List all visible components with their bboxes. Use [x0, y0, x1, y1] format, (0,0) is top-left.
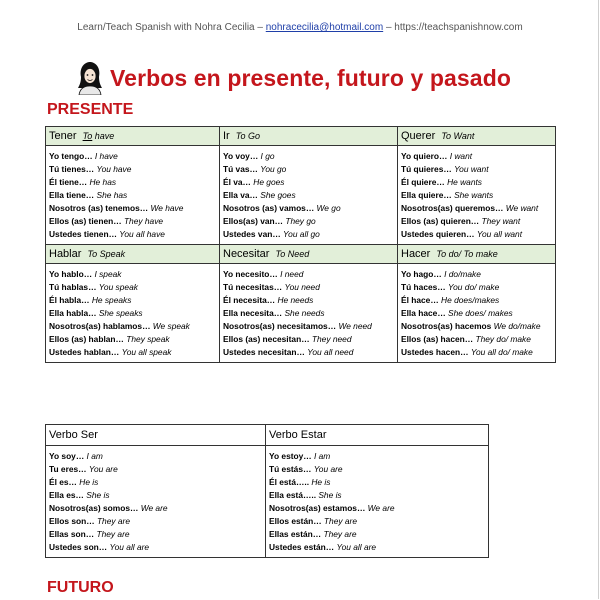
english-translation: I do/make — [444, 269, 481, 279]
ser-estar-table — [45, 424, 489, 558]
conjugation-line — [49, 163, 216, 176]
spanish-form: Yo hablo… — [49, 269, 93, 279]
conjugation-cell — [46, 446, 266, 558]
english-translation: They go — [285, 216, 316, 226]
conjugation-line — [49, 150, 216, 163]
english-translation: We speak — [152, 321, 190, 331]
english-translation: She is — [86, 490, 110, 500]
spanish-form: Ustedes hablan… — [49, 347, 120, 357]
conjugation-line — [223, 281, 394, 294]
english-translation: They need — [311, 334, 352, 344]
english-translation: We have — [150, 203, 184, 213]
english-translation: You are — [88, 464, 118, 474]
spanish-form: Ellos (as) necesitan… — [223, 334, 310, 344]
spanish-form: Tu eres… — [49, 464, 87, 474]
conjugation-line — [49, 489, 262, 502]
conjugation-line — [401, 150, 552, 163]
english-translation: She goes — [260, 190, 296, 200]
english-translation: He is — [311, 477, 331, 487]
english-translation: I speak — [94, 269, 122, 279]
verb-translation: To do/ To make — [436, 249, 498, 259]
spanish-form: Tú vas… — [223, 164, 258, 174]
spanish-form: Yo estoy… — [269, 451, 312, 461]
english-translation: He needs — [277, 295, 314, 305]
conjugation-line — [49, 346, 216, 359]
conjugation-line — [49, 502, 262, 515]
conjugation-line — [49, 515, 262, 528]
title-row — [76, 58, 511, 98]
verb-name: Querer — [401, 130, 436, 142]
conjugation-line — [49, 281, 216, 294]
english-translation: She has — [96, 190, 128, 200]
spanish-form: Tú estás… — [269, 464, 312, 474]
spanish-form: Ellas son… — [49, 529, 95, 539]
conjugation-line — [401, 202, 552, 215]
conjugation-line — [49, 176, 216, 189]
verb-header-querer — [398, 127, 556, 146]
verb-translation: To Want — [441, 131, 475, 141]
verb-name: Tener — [49, 130, 77, 142]
conjugation-line — [223, 333, 394, 346]
conjugation-line — [269, 450, 485, 463]
english-translation: We do/make — [493, 321, 541, 331]
conjugation-line — [49, 320, 216, 333]
conjugation-line — [401, 176, 552, 189]
verb-name: Hacer — [401, 248, 431, 260]
conjugation-list — [223, 264, 394, 362]
english-translation: She speaks — [98, 308, 143, 318]
english-translation: He has — [89, 177, 117, 187]
english-translation: He wants — [447, 177, 482, 187]
english-translation: You want — [454, 164, 489, 174]
english-translation: You all are — [109, 542, 150, 552]
conjugation-cell — [220, 146, 398, 245]
conjugation-line — [49, 189, 216, 202]
table-header-row — [46, 425, 489, 446]
spanish-form: Tú hablas… — [49, 282, 97, 292]
conjugation-line — [269, 528, 485, 541]
conjugation-line — [401, 333, 552, 346]
spanish-form: Yo necesito… — [223, 269, 278, 279]
conjugation-line — [49, 528, 262, 541]
english-translation: They are — [323, 516, 357, 526]
conjugation-line — [223, 215, 394, 228]
english-translation: She wants — [454, 190, 494, 200]
conjugation-line — [223, 320, 394, 333]
spanish-form: Ella tiene… — [49, 190, 95, 200]
spanish-form: Ustedes quieren… — [401, 229, 475, 239]
spanish-form: Ellos (as) quieren… — [401, 216, 480, 226]
conjugation-line — [401, 294, 552, 307]
english-translation: You all want — [476, 229, 523, 239]
conjugation-line — [401, 281, 552, 294]
conjugation-line — [223, 346, 394, 359]
translation-rest: have — [92, 131, 115, 141]
conjugation-line — [269, 489, 485, 502]
conjugation-line — [223, 189, 394, 202]
spanish-form: Ellos(as) van… — [223, 216, 284, 226]
conjugation-line — [223, 202, 394, 215]
english-translation: You all speak — [121, 347, 172, 357]
conjugation-line — [401, 163, 552, 176]
verb-header-tener — [46, 127, 220, 146]
english-translation: You do/ make — [448, 282, 500, 292]
spanish-form: Él tiene… — [49, 177, 88, 187]
english-translation: You all do/ make — [470, 347, 533, 357]
english-translation: You need — [284, 282, 320, 292]
conjugation-line — [49, 268, 216, 281]
spanish-form: Ella hace… — [401, 308, 446, 318]
spanish-form: Ellos (as) hablan… — [49, 334, 124, 344]
english-translation: We go — [316, 203, 341, 213]
verb-translation: To Speak — [87, 249, 126, 259]
verb-name: Necesitar — [223, 248, 270, 260]
spanish-form: Ella va… — [223, 190, 258, 200]
spanish-form: Ustedes necesitan… — [223, 347, 305, 357]
spanish-form: Nosotros(as) hacemos — [401, 321, 492, 331]
verb-header-hacer — [398, 245, 556, 264]
conjugation-line — [223, 150, 394, 163]
conjugation-line — [223, 294, 394, 307]
conjugation-cell — [398, 264, 556, 363]
conjugation-line — [223, 228, 394, 241]
english-translation: They are — [96, 516, 130, 526]
verb-translation: To Go — [235, 131, 260, 141]
spanish-form: Nosotros(as) hablamos… — [49, 321, 151, 331]
spanish-form: Nosotros(as) estamos… — [269, 503, 366, 513]
conjugation-list — [401, 264, 552, 362]
spanish-form: Ustedes están… — [269, 542, 335, 552]
conjugation-line — [49, 228, 216, 241]
spanish-form: Ella es… — [49, 490, 84, 500]
conjugation-cell — [266, 446, 489, 558]
spanish-form: Yo hago… — [401, 269, 442, 279]
verb-name: Hablar — [49, 248, 82, 260]
english-translation: We are — [367, 503, 395, 513]
conjugation-line — [49, 463, 262, 476]
english-translation: You have — [96, 164, 132, 174]
english-translation: They have — [123, 216, 164, 226]
table-header-row — [46, 245, 556, 264]
conjugation-line — [223, 307, 394, 320]
english-translation: He goes — [253, 177, 285, 187]
verb-header-ir — [220, 127, 398, 146]
spanish-form: Él habla… — [49, 295, 90, 305]
spanish-form: Ellos están… — [269, 516, 322, 526]
conjugation-line — [49, 294, 216, 307]
spanish-form: Ella necesita… — [223, 308, 283, 318]
english-translation: She does/ makes — [448, 308, 513, 318]
spanish-form: Ustedes hacen… — [401, 347, 469, 357]
spanish-form: Tú tienes… — [49, 164, 95, 174]
english-translation: You all go — [283, 229, 320, 239]
spanish-form: Ellos son… — [49, 516, 95, 526]
conjugation-line — [49, 215, 216, 228]
english-translation: I want — [449, 151, 473, 161]
spanish-form: Ustedes tienen… — [49, 229, 117, 239]
teacher-avatar-icon — [76, 61, 104, 95]
conjugation-line — [401, 189, 552, 202]
conjugation-cell — [46, 264, 220, 363]
english-translation: You go — [260, 164, 287, 174]
english-translation: You all need — [307, 347, 354, 357]
conjugation-line — [49, 541, 262, 554]
conjugation-list — [49, 264, 216, 362]
table-row — [46, 146, 556, 245]
translation-prefix: To — [82, 131, 93, 141]
conjugation-line — [269, 502, 485, 515]
conjugation-line — [223, 268, 394, 281]
conjugation-line — [269, 541, 485, 554]
spanish-form: Yo tengo… — [49, 151, 93, 161]
conjugation-line — [401, 320, 552, 333]
english-translation: You all have — [119, 229, 165, 239]
conjugation-line — [401, 215, 552, 228]
spanish-form: Nosotros (as) vamos… — [223, 203, 315, 213]
verb-header-estar: Verbo Estar — [266, 425, 489, 446]
conjugation-line — [401, 307, 552, 320]
english-translation: I need — [280, 269, 304, 279]
header-email-link[interactable]: nohracecilia@hotmail.com — [265, 22, 384, 33]
spanish-form: Él necesita… — [223, 295, 276, 305]
conjugation-line — [401, 268, 552, 281]
header-prefix: Learn/Teach Spanish with Nohra Cecilia – — [77, 22, 263, 33]
conjugation-list — [49, 146, 216, 244]
english-translation: I am — [86, 451, 103, 461]
spanish-form: Yo soy… — [49, 451, 85, 461]
conjugation-line — [401, 346, 552, 359]
spanish-form: Él es… — [49, 477, 77, 487]
english-translation: He is — [79, 477, 99, 487]
english-translation: I go — [260, 151, 275, 161]
spanish-form: Él hace… — [401, 295, 439, 305]
conjugation-list — [401, 146, 552, 244]
conjugation-list — [269, 446, 485, 557]
spanish-form: Ella está….. — [269, 490, 317, 500]
spanish-form: Él está….. — [269, 477, 310, 487]
conjugation-line — [49, 202, 216, 215]
conjugation-line — [269, 463, 485, 476]
spanish-form: Nosotros (as) tenemos… — [49, 203, 149, 213]
conjugation-list — [223, 146, 394, 244]
spanish-form: Ella habla… — [49, 308, 97, 318]
english-translation: He speaks — [91, 295, 132, 305]
page-header — [0, 22, 600, 33]
conjugation-cell — [220, 264, 398, 363]
conjugation-line — [223, 176, 394, 189]
spanish-form: Tú haces… — [401, 282, 446, 292]
spanish-form: Ustedes van… — [223, 229, 281, 239]
english-translation: I have — [94, 151, 118, 161]
spanish-form: Yo quiero… — [401, 151, 448, 161]
spanish-form: Ellos (as) hacen… — [401, 334, 474, 344]
verb-header-necesitar — [220, 245, 398, 264]
conjugation-line — [49, 476, 262, 489]
spanish-form: Nosotros(as) necesitamos… — [223, 321, 337, 331]
english-translation: We need — [338, 321, 372, 331]
table-row — [46, 264, 556, 363]
spanish-form: Ellas están… — [269, 529, 322, 539]
conjugation-line — [269, 515, 485, 528]
english-translation: He does/makes — [441, 295, 500, 305]
conjugation-line — [269, 476, 485, 489]
english-translation: I am — [314, 451, 331, 461]
english-translation: She is — [318, 490, 342, 500]
spanish-form: Nosotros(as) somos… — [49, 503, 139, 513]
spanish-form: Yo voy… — [223, 151, 259, 161]
verb-header-hablar — [46, 245, 220, 264]
spanish-form: Él va… — [223, 177, 251, 187]
english-translation: They are — [323, 529, 357, 539]
section-heading-futuro: FUTURO — [47, 579, 114, 596]
conjugation-line — [401, 228, 552, 241]
conjugation-list — [49, 446, 262, 557]
conjugation-line — [49, 450, 262, 463]
verb-translation — [83, 131, 115, 141]
presente-verbs-table — [45, 126, 556, 363]
spanish-form: Tú quieres… — [401, 164, 452, 174]
verb-name: Ir — [223, 130, 230, 142]
conjugation-line — [223, 163, 394, 176]
english-translation: You are — [313, 464, 343, 474]
verb-header-ser: Verbo Ser — [46, 425, 266, 446]
english-translation: They speak — [126, 334, 170, 344]
spanish-form: Ustedes son… — [49, 542, 108, 552]
english-translation: She needs — [284, 308, 325, 318]
english-translation: We are — [140, 503, 168, 513]
english-translation: They want — [481, 216, 521, 226]
spanish-form: Nosotros(as) queremos… — [401, 203, 504, 213]
spanish-form: Él quiere… — [401, 177, 445, 187]
section-heading-presente: PRESENTE — [47, 101, 134, 118]
english-translation: We want — [505, 203, 539, 213]
spanish-form: Ella quiere… — [401, 190, 452, 200]
table-row — [46, 446, 489, 558]
conjugation-line — [49, 307, 216, 320]
conjugation-cell — [398, 146, 556, 245]
english-translation: You all are — [336, 542, 377, 552]
page-title: Verbos en presente, futuro y pasado — [110, 64, 511, 91]
english-translation: They do/ make — [475, 334, 531, 344]
header-suffix: – https://teachspanishnow.com — [385, 22, 523, 33]
english-translation: They are — [96, 529, 130, 539]
spanish-form: Ellos (as) tienen… — [49, 216, 122, 226]
verb-translation: To Need — [275, 249, 310, 259]
english-translation: You speak — [98, 282, 138, 292]
spanish-form: Tú necesitas… — [223, 282, 283, 292]
conjugation-cell — [46, 146, 220, 245]
conjugation-line — [49, 333, 216, 346]
table-header-row — [46, 127, 556, 146]
